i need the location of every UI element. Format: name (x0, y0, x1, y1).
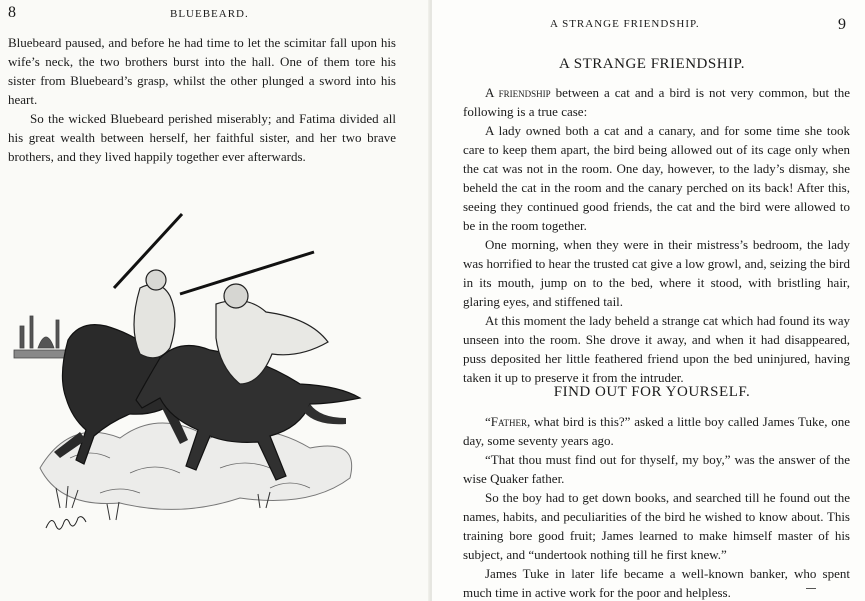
left-page (0, 0, 430, 601)
story1-paragraph-1-rest: between a cat and a bird is not very common, but the following is a true case: (463, 85, 850, 119)
story-find-out-text (463, 412, 850, 601)
end-rule (806, 588, 816, 589)
story1-paragraph-4: At this moment the lady beheld a strange cat which had found its way unseen into the room. She drove it away, and when it had disappeared, puss deposited her little feathered friend upon the bed uninjured, having taken it up to preserve it from the intruder. (463, 313, 850, 385)
story1-paragraph-2: A lady owned both a cat and a canary, and for some time she took care to keep them apart, the bird being allowed out of its cage only when the cat was not in the room. One day, however, to the lady’s dismay, she beheld the cat in the room and the canary perched on its back! After this, seeing they continued good friends, the cat and the bird were allowed to be in the room together. (463, 123, 850, 233)
right-page-number: 9 (838, 16, 846, 33)
artist-signature-icon (44, 512, 90, 534)
horsemen-illustration-icon (10, 208, 380, 534)
story-title-find-out: FIND OUT FOR YOURSELF. (553, 384, 751, 400)
story2-paragraph-1-rest: what bird is this?” asked a little boy called James Tuke, one day, some seventy years ago. (463, 414, 850, 448)
story1-paragraph-1 (463, 83, 850, 121)
right-page (432, 0, 865, 601)
left-page-number: 8 (8, 4, 16, 21)
left-body-text (8, 33, 396, 166)
story2-paragraph-3: So the boy had to get down books, and searched till he found out the names, habits, and peculiarities of the bird he wished to know about. This training bore good fruit; James learned to make himself master of his subject, and “undertook nothing till he first knew.” (463, 490, 850, 562)
story1-lead-smallcaps: A friendship (485, 85, 551, 100)
left-paragraph-1: Bluebeard paused, and before he had time to let the scimitar fall upon his wife’s neck, the two brothers burst into the hall. One of them tore his sister from Bluebeard’s grasp, whilst the other plunged a sword into his heart. (8, 35, 396, 107)
story-title-strange-friendship: A STRANGE FRIENDSHIP. (559, 56, 745, 72)
story2-lead-smallcaps: “Father, (485, 414, 531, 429)
left-paragraph-2: So the wicked Bluebeard perished miserably; and Fatima divided all his great wealth between herself, her faithful sister, and her two brave brothers, and they lived happily together ever afterwards. (8, 111, 396, 164)
story2-paragraph-1 (463, 412, 850, 450)
right-running-head: A STRANGE FRIENDSHIP. (550, 18, 700, 30)
story-strange-friendship-text (463, 83, 850, 387)
story1-paragraph-3: One morning, when they were in their mistress’s bedroom, the lady was horrified to hear the trusted cat give a low growl, and, seizing the bird in its mouth, jump on to the bed, where it stood, with bristling hair, glaring eyes, and stiffened tail. (463, 237, 850, 309)
left-running-head: BLUEBEARD. (170, 8, 249, 20)
story2-paragraph-2: “That thou must find out for thyself, my boy,” was the answer of the wise Quaker father. (463, 452, 850, 486)
story2-paragraph-4: James Tuke in later life became a well-known banker, who spent much time in active work for the poor and helpless. (463, 566, 850, 600)
